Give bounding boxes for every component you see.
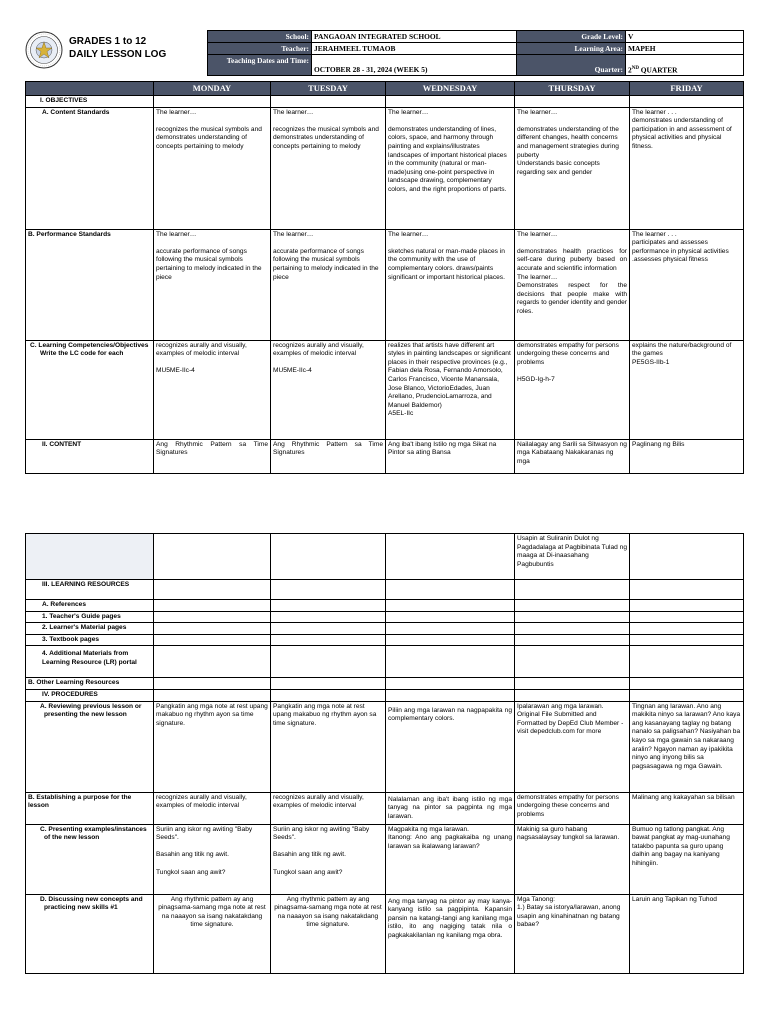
cell bbox=[386, 96, 515, 108]
dates-label: Teaching Dates and Time: bbox=[208, 55, 312, 76]
grade-value: V bbox=[626, 31, 744, 43]
row-label: D. Discussing new concepts and practicing new skills #1 bbox=[26, 894, 154, 973]
row-label: B. Other Learning Resources bbox=[26, 678, 154, 690]
cell bbox=[515, 623, 630, 635]
monday-cell: The learner… recognizes the musical symbols and demonstrates understanding of concepts pertaining to melody bbox=[154, 107, 271, 229]
content-continued-row bbox=[26, 534, 744, 580]
title-line-2: DAILY LESSON LOG bbox=[69, 49, 167, 60]
row-label: II. CONTENT bbox=[26, 439, 154, 473]
quarter-label: Quarter: bbox=[517, 55, 626, 76]
row-label: A. Reviewing previous lesson or presenting the new lesson bbox=[26, 701, 154, 792]
row-label: A. Content Standards bbox=[26, 107, 154, 229]
purpose-row bbox=[26, 792, 744, 824]
tuesday-cell: recognizes aurally and visually, examples of melodic interval bbox=[271, 792, 386, 824]
cell bbox=[386, 580, 515, 600]
monday-cell: Ang rhythmic pattern ay ang pinagsama-samang mga note at rest na naaayon sa isang nakatakdang time signature. bbox=[154, 894, 271, 973]
thursday-cell: The learner… demonstrates understanding of the different changes, health concerns and management strategies during puberty Understands basic concepts regarding sex and gender bbox=[515, 107, 630, 229]
cell bbox=[154, 580, 271, 600]
tuesday-cell: Ang Rhythmic Pattern sa Time Signatures bbox=[271, 439, 386, 473]
cell bbox=[271, 623, 386, 635]
lesson-table-part-2 bbox=[25, 533, 744, 974]
thursday-cell: Makinig sa guro habang nagsasalaysay tungkol sa larawan. bbox=[515, 824, 630, 894]
cell bbox=[154, 600, 271, 612]
cell bbox=[630, 646, 744, 678]
cell bbox=[386, 611, 515, 623]
other-resources-row bbox=[26, 678, 744, 690]
day-header-tuesday: TUESDAY bbox=[271, 82, 386, 96]
wednesday-cell: Ang mga tanyag na pintor ay may kanya-kanyang istilo sa pagpipinta. Kapansin pansin na katangi-tangi ang kanilang mga istilo, ito ang nagiging tatak nila o pagkakakilanlan ng kanilang mga obra. bbox=[386, 894, 515, 973]
thursday-cell: Nailalagay ang Sarili sa Sitwasyon ng mga Kabataang Nakakaranas ng mga bbox=[515, 439, 630, 473]
row-label: B. Performance Standards bbox=[26, 229, 154, 340]
row-label: C. Learning Competencies/Objectives Write the LC code for each bbox=[26, 340, 154, 439]
reviewing-row bbox=[26, 701, 744, 792]
content-standards-row bbox=[26, 107, 744, 229]
cell bbox=[515, 678, 630, 690]
thursday-cell: The learner… demonstrates health practices for self-care during puberty based on accurate and scientific information The learner… Demonstrates respect for the decisions that people make with regards to gender identity and gender roles. bbox=[515, 229, 630, 340]
friday-cell: Malinang ang kakayahan sa bilisan bbox=[630, 792, 744, 824]
area-value: MAPEH bbox=[626, 43, 744, 55]
wednesday-cell: Piliin ang mga larawan na nagpapakita ng complementary colors. bbox=[386, 701, 515, 792]
row-label: 1. Teacher's Guide pages bbox=[26, 611, 154, 623]
day-header-blank bbox=[26, 82, 154, 96]
thursday-cell: Mga Tanong: 1.) Batay sa istorya/larawan, anong usapin ang kinahinatnan ng batang babae? bbox=[515, 894, 630, 973]
cell bbox=[630, 600, 744, 612]
friday-cell: The learner . . . participates and assesses performance in physical activities .assesses physical fitness bbox=[630, 229, 744, 340]
learners-material-row bbox=[26, 623, 744, 635]
cell bbox=[271, 689, 386, 701]
tuesday-cell: Ang rhythmic pattern ay ang pinagsama-samang mga note at rest na naaayon sa isang nakatakdang time signature. bbox=[271, 894, 386, 973]
cell bbox=[515, 580, 630, 600]
row-label: A. References bbox=[26, 600, 154, 612]
cell bbox=[271, 634, 386, 646]
monday-cell: Suriin ang iskor ng awiting "Baby Seeds". Basahin ang titik ng awit. Tungkol saan ang awit? bbox=[154, 824, 271, 894]
cell bbox=[271, 600, 386, 612]
cell bbox=[271, 611, 386, 623]
cell bbox=[630, 580, 744, 600]
wednesday-cell: The learner… demonstrates understanding of lines, colors, space, and harmony through painting and explains/illustrates landscapes of important historical places in the community (natural or man-made)using one-point perspective in landscape drawing, complementary colors, and the right proportions of parts. bbox=[386, 107, 515, 229]
row-label: IV. PROCEDURES bbox=[26, 689, 154, 701]
cell bbox=[271, 678, 386, 690]
friday-cell: Laruin ang Tapikan ng Tuhod bbox=[630, 894, 744, 973]
row-label: I. OBJECTIVES bbox=[26, 96, 154, 108]
day-header-thursday: THURSDAY bbox=[515, 82, 630, 96]
day-header-wednesday: WEDNESDAY bbox=[386, 82, 515, 96]
discussing-row bbox=[26, 894, 744, 973]
learning-resources-row bbox=[26, 580, 744, 600]
quarter-value bbox=[626, 55, 744, 76]
thursday-cell: Ipalarawan ang mga larawan. Original File Submitted and Formatted by DepEd Club Member - visit depedclub.com for more bbox=[515, 701, 630, 792]
tuesday-cell: The learner… recognizes the musical symbols and demonstrates understanding of concepts pertaining to melody bbox=[271, 107, 386, 229]
row-label: 2. Learner's Material pages bbox=[26, 623, 154, 635]
cell bbox=[515, 689, 630, 701]
wednesday-cell: realizes that artists have different art styles in painting landscapes or significant places in their respective provinces (e.g., Fabian dela Rosa, Fernando Amorsolo, Carlos Francisco, Vicente Manansala, Jose Blanco, VictorioEdades, Juan Arellano, PrudencioLamarroza, and Manuel Baldemor) A5EL-IIc bbox=[386, 340, 515, 439]
cell bbox=[154, 689, 271, 701]
row-label: C. Presenting examples/instances of the new lesson bbox=[26, 824, 154, 894]
friday-cell: explains the nature/background of the games PE5GS-IIb-1 bbox=[630, 340, 744, 439]
cell bbox=[515, 600, 630, 612]
cell bbox=[515, 96, 630, 108]
deped-seal bbox=[25, 31, 63, 69]
teacher-value: JERAHMEEL TUMAOB bbox=[312, 43, 517, 55]
thursday-cell: demonstrates empathy for persons undergoing these concerns and problems bbox=[515, 792, 630, 824]
cell bbox=[154, 611, 271, 623]
textbook-row bbox=[26, 634, 744, 646]
cell bbox=[386, 646, 515, 678]
cell bbox=[271, 96, 386, 108]
presenting-row bbox=[26, 824, 744, 894]
tuesday-cell bbox=[271, 534, 386, 580]
cell bbox=[154, 646, 271, 678]
cell bbox=[386, 634, 515, 646]
monday-cell: recognizes aurally and visually, examples of melodic interval MU5ME-IIc-4 bbox=[154, 340, 271, 439]
cell bbox=[386, 678, 515, 690]
wednesday-cell: Magpakita ng mga larawan. Itanong: Ano ang pagkakaiba ng unang larawan sa ikalawang larawan? bbox=[386, 824, 515, 894]
monday-cell: The learner… accurate performance of songs following the musical symbols pertaining to melody indicated in the piece bbox=[154, 229, 271, 340]
cell bbox=[630, 678, 744, 690]
monday-cell bbox=[154, 534, 271, 580]
thursday-cell: demonstrates empathy for persons undergoing these concerns and problems H5GD-Ig-h-7 bbox=[515, 340, 630, 439]
friday-cell: Paglinang ng Bilis bbox=[630, 439, 744, 473]
additional-materials-row bbox=[26, 646, 744, 678]
tuesday-cell: Suriin ang iskor ng awiting "Baby Seeds". Basahin ang titik ng awit. Tungkol saan ang awit? bbox=[271, 824, 386, 894]
lesson-table-part-1 bbox=[25, 81, 744, 474]
cell bbox=[515, 611, 630, 623]
procedures-row bbox=[26, 689, 744, 701]
cell bbox=[630, 634, 744, 646]
cell bbox=[154, 623, 271, 635]
cell bbox=[386, 689, 515, 701]
performance-standards-row bbox=[26, 229, 744, 340]
cell bbox=[515, 634, 630, 646]
competencies-row bbox=[26, 340, 744, 439]
row-label bbox=[26, 534, 154, 580]
monday-cell: recognizes aurally and visually, examples of melodic interval bbox=[154, 792, 271, 824]
title-line-1: GRADES 1 to 12 bbox=[69, 36, 147, 47]
cell bbox=[630, 623, 744, 635]
cell bbox=[515, 646, 630, 678]
wednesday-cell: Ang iba't ibang Istilo ng mga Sikat na Pintor sa ating Bansa bbox=[386, 439, 515, 473]
monday-cell: Ang Rhythmic Pattern sa Time Signatures bbox=[154, 439, 271, 473]
cell bbox=[154, 96, 271, 108]
quarter-word: QUARTER bbox=[638, 65, 678, 74]
row-label: B. Establishing a purpose for the lesson bbox=[26, 792, 154, 824]
teacher-label: Teacher: bbox=[208, 43, 312, 55]
teachers-guide-row bbox=[26, 611, 744, 623]
row-label: III. LEARNING RESOURCES bbox=[26, 580, 154, 600]
cell bbox=[630, 611, 744, 623]
day-header-row bbox=[26, 82, 744, 96]
quarter-suffix: ND bbox=[631, 65, 639, 71]
objectives-row bbox=[26, 96, 744, 108]
wednesday-cell bbox=[386, 534, 515, 580]
dates-value: OCTOBER 28 - 31, 2024 (WEEK 5) bbox=[312, 55, 517, 76]
friday-cell: The learner . . . demonstrates understanding of participation in and assessment of physical activities and physical fitness. bbox=[630, 107, 744, 229]
row-label: 4. Additional Materials from Learning Resource (LR) portal bbox=[26, 646, 154, 678]
tuesday-cell: The learner… accurate performance of songs following the musical symbols pertaining to melody indicated in the piece bbox=[271, 229, 386, 340]
thursday-cell: Usapin at Suliranin Dulot ng Pagdadalaga at Pagbibinata Tulad ng maaga at Di-inaasahang Pagbubuntis bbox=[515, 534, 630, 580]
tuesday-cell: Pangkatin ang mga note at rest upang makabuo ng rhythm ayon sa time signature. bbox=[271, 701, 386, 792]
log-title bbox=[69, 35, 209, 61]
cell bbox=[386, 623, 515, 635]
area-label: Learning Area: bbox=[517, 43, 626, 55]
monday-cell: Pangkatin ang mga note at rest upang makabuo ng rhythm ayon sa time signature. bbox=[154, 701, 271, 792]
cell bbox=[271, 646, 386, 678]
content-row bbox=[26, 439, 744, 473]
quarter-number: 2 bbox=[628, 65, 632, 74]
school-label: School: bbox=[208, 31, 312, 43]
cell bbox=[630, 689, 744, 701]
cell bbox=[154, 634, 271, 646]
row-label: 3. Textbook pages bbox=[26, 634, 154, 646]
header-info-table bbox=[207, 30, 744, 76]
school-value: PANGAOAN INTEGRATED SCHOOL bbox=[312, 31, 517, 43]
friday-cell bbox=[630, 534, 744, 580]
cell bbox=[386, 600, 515, 612]
cell bbox=[630, 96, 744, 108]
wednesday-cell: The learner… sketches natural or man-made places in the community with the use of complementary colors. draws/paints significant or important historical places. bbox=[386, 229, 515, 340]
cell bbox=[271, 580, 386, 600]
wednesday-cell: Nalalaman ang iba't ibang istilo ng mga tanyag na pintor sa pagpinta ng mga larawan. bbox=[386, 792, 515, 824]
tuesday-cell: recognizes aurally and visually, examples of melodic interval MU5ME-IIc-4 bbox=[271, 340, 386, 439]
cell bbox=[154, 678, 271, 690]
grade-label: Grade Level: bbox=[517, 31, 626, 43]
friday-cell: Bumuo ng tatlong pangkat. Ang bawat pangkat ay mag-uunahang tatakbo papunta sa guro upang dalhin ang bagay na kaniyang hihingiin. bbox=[630, 824, 744, 894]
friday-cell: Tingnan ang larawan. Ano ang makikita ninyo sa larawan? Ano kaya ang kasanayang taglay ng batang nanalo sa paligsahan? Nasiyahan ba kayo sa mga gawain sa nakaraang aralin? Ngayon naman ay ipakikita ninyo ang inyong bilis sa pagsasagawa ng mga Gawain. bbox=[630, 701, 744, 792]
references-row bbox=[26, 600, 744, 612]
day-header-friday: FRIDAY bbox=[630, 82, 744, 96]
day-header-monday: MONDAY bbox=[154, 82, 271, 96]
